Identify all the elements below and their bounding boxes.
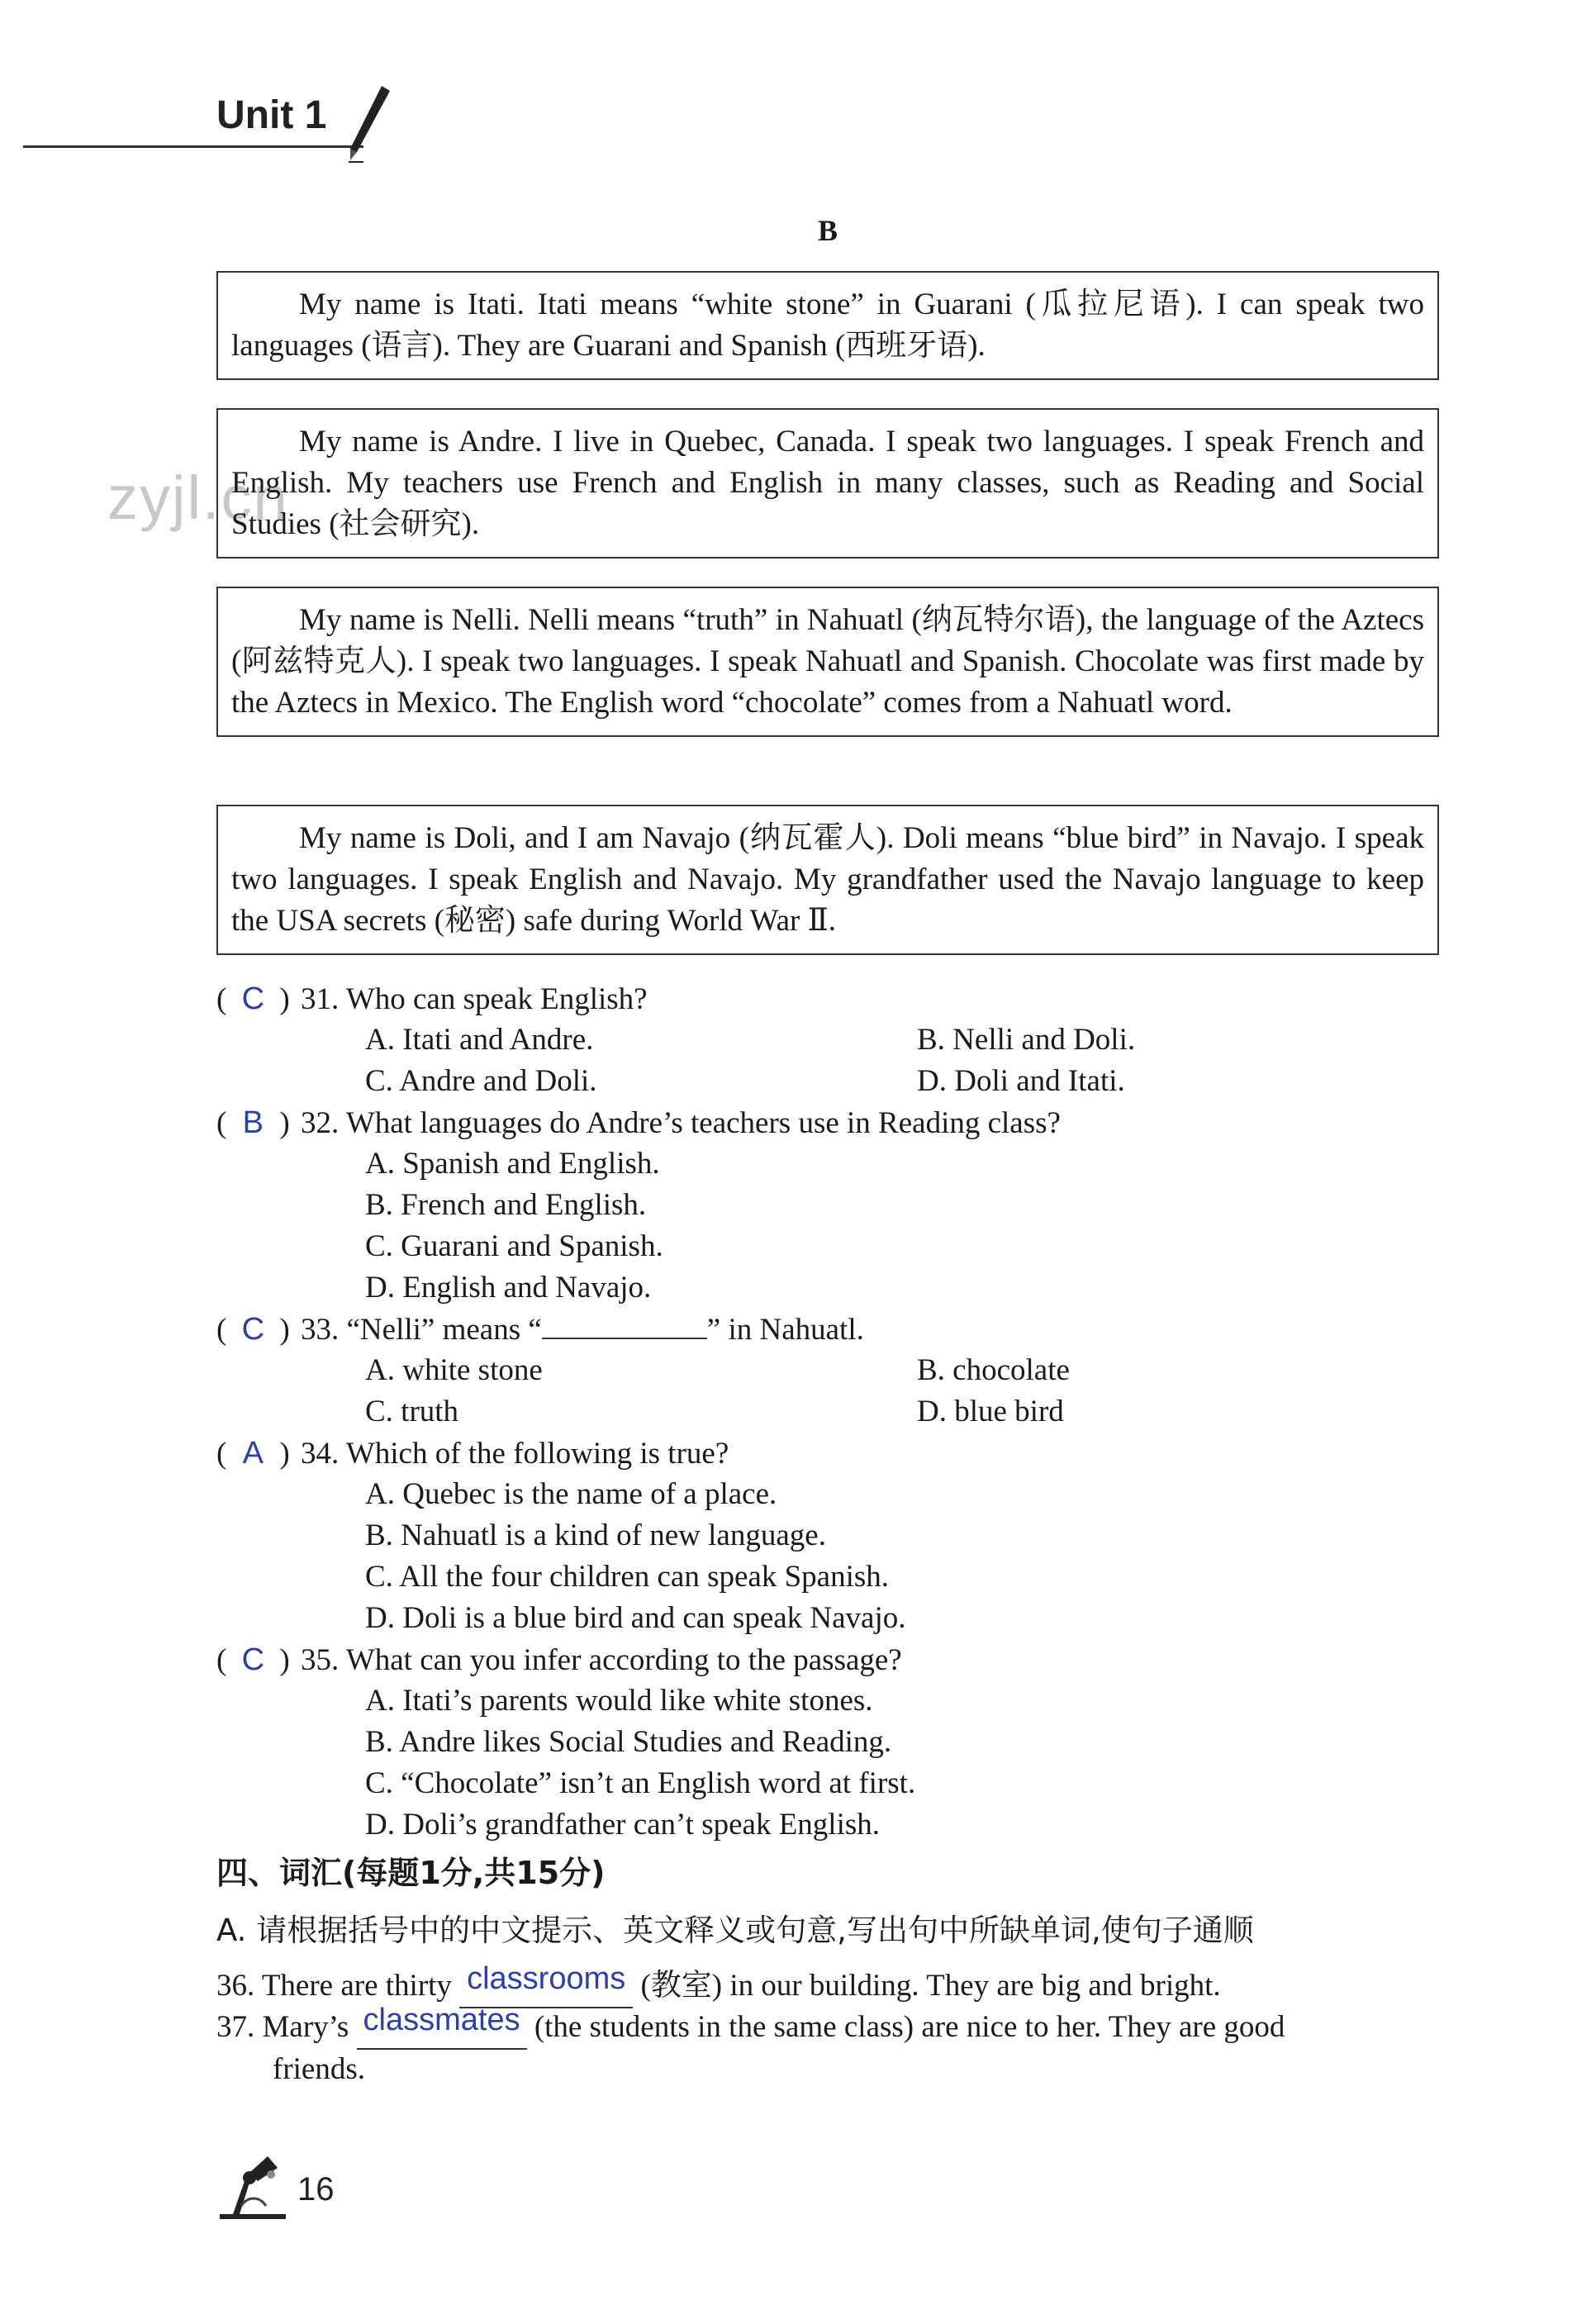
option-a: A. Quebec is the name of a place. [365,1477,777,1511]
desk-lamp-icon [216,2148,291,2222]
option-c: C. Andre and Doli. [365,1064,597,1098]
watermark: zyjl.cn [107,463,289,532]
unit-title: Unit 1 [216,93,327,137]
passage-box-andre [216,408,1439,558]
option-d: D. English and Navajo. [365,1271,652,1305]
answer-mark: C [241,1312,265,1347]
answer-bracket: ( C ) [216,1309,301,1351]
question-text: 32. What languages do Andre’s teachers use in Reading class? [301,1106,1061,1140]
filled-answer: classmates [363,2003,520,2037]
passage-box-nelli [216,587,1439,737]
answer-bracket: ( C ) [216,978,301,1020]
option-b: B. chocolate [917,1353,1070,1387]
question-text: 35. What can you infer according to the passage? [301,1643,902,1677]
sentence-end: (教室) in our building. They are big and bright. [633,1969,1221,2003]
option-d: D. Doli is a blue bird and can speak Navajo. [365,1601,906,1635]
question-text: 31. Who can speak English? [301,982,648,1016]
sentence-end: (the students in the same class) are nice to her. They are good [526,2010,1285,2044]
option-d: D. blue bird [917,1395,1064,1428]
passage-text: My name is Nelli. Nelli means “truth” in Nahuatl (纳瓦特尔语), the language of the Aztecs (阿兹特克人). I speak two languages. I speak Nahuatl and Spanish. Chocolate was first made by the Aztecs in Mexico. The English word “chocolate” comes from a Nahuatl word. [231,603,1424,720]
sentence-start: 36. There are thirty [216,1969,460,2003]
answer-bracket: ( B ) [216,1102,301,1144]
sentence-start: 37. Mary’s [216,2010,357,2044]
question-35 [216,1639,902,1681]
passage-box-doli [216,805,1439,955]
section-heading: 四、词汇(每题1分,共15分) [216,1855,606,1891]
answer-mark: A [242,1436,264,1471]
vocab-item-37-continuation: friends. [273,2052,365,2086]
option-b: B. Nahuatl is a kind of new language. [365,1518,826,1552]
question-text-before: 33. “Nelli” means “ [301,1313,542,1347]
passage-text: My name is Andre. I live in Quebec, Canada. I speak two languages. I speak French and English. My teachers use French and English in many classes, such as Reading and Social Studies (社会研究). [231,425,1424,541]
header-rule [23,145,363,148]
option-a: A. Spanish and English. [365,1147,660,1181]
option-c: C. All the four children can speak Spanish. [365,1560,890,1594]
option-b: B. Nelli and Doli. [917,1023,1136,1057]
option-b: B. French and English. [365,1188,647,1222]
page-number: 16 [297,2171,335,2208]
vocab-item-37 [216,2003,1285,2050]
question-31 [216,978,648,1020]
answer-bracket: ( A ) [216,1433,301,1475]
question-text-after: ” in Nahuatl. [706,1313,864,1347]
option-d: D. Doli’s grandfather can’t speak English. [365,1808,881,1842]
passage-text: My name is Doli, and I am Navajo (纳瓦霍人). Doli means “blue bird” in Navajo. I speak two languages. I speak English and Navajo. My grandfather used the Navajo language to keep the USA secrets (秘密) safe during World War Ⅱ. [231,821,1424,938]
option-b: B. Andre likes Social Studies and Reading. [365,1725,892,1759]
option-a: A. white stone [365,1353,543,1387]
option-a: A. Itati’s parents would like white stones. [365,1684,873,1718]
option-c: C. “Chocolate” isn’t an English word at first. [365,1766,916,1800]
filled-answer: classrooms [467,1961,626,1996]
section-letter: B [818,214,838,247]
answer-mark: C [241,981,265,1016]
option-a: A. Itati and Andre. [365,1023,594,1057]
pen-icon [339,83,397,165]
answer-blank [542,1309,707,1339]
section-instruction: A. 请根据括号中的中文提示、英文释义或句意,写出句中所缺单词,使句子通顺 [216,1913,1254,1948]
option-c: C. truth [365,1395,459,1428]
passage-text: My name is Itati. Itati means “white stone” in Guarani (瓜拉尼语). I can speak two languages (语言). They are Guarani and Spanish (西班牙语). [231,288,1424,363]
question-33 [216,1309,864,1351]
answer-mark: B [242,1105,264,1140]
answer-mark: C [241,1642,265,1677]
option-d: D. Doli and Itati. [917,1064,1125,1098]
answer-bracket: ( C ) [216,1639,301,1681]
option-c: C. Guarani and Spanish. [365,1229,663,1263]
passage-box-itati [216,271,1439,380]
question-32 [216,1102,1061,1144]
question-text: 34. Which of the following is true? [301,1437,729,1471]
question-34 [216,1433,729,1475]
answer-blank [357,2003,527,2050]
